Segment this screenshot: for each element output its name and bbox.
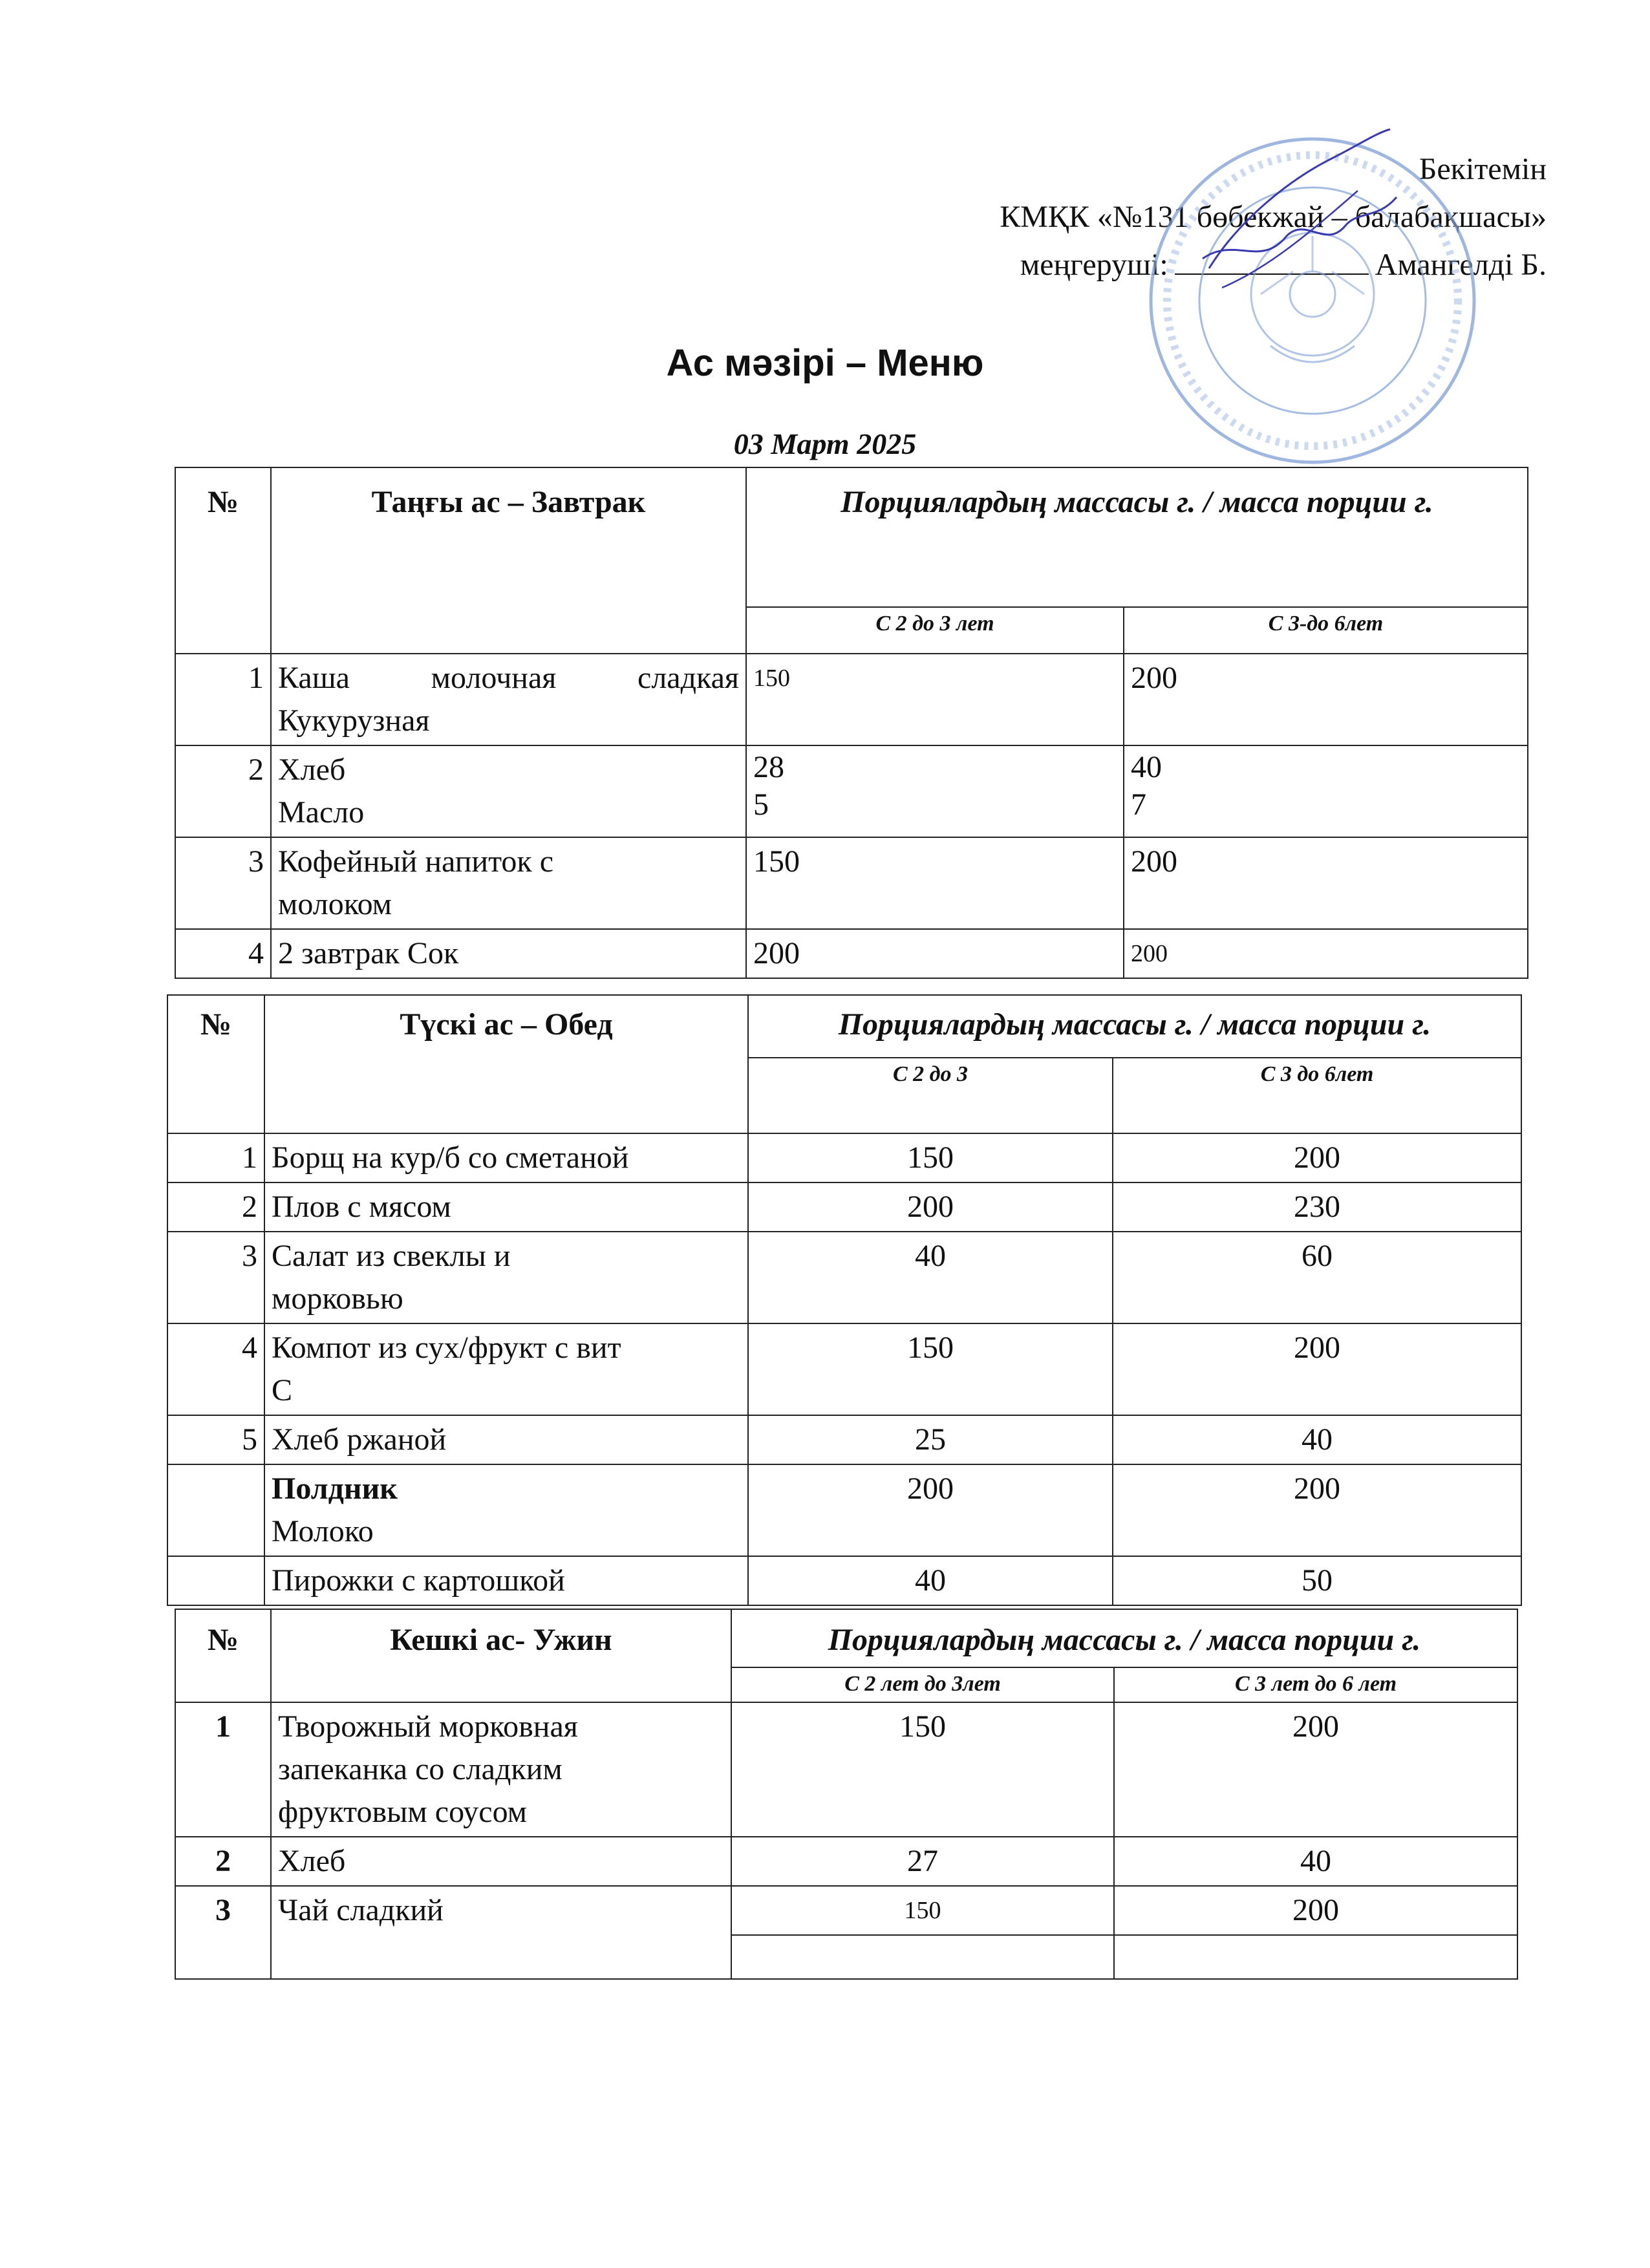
table-row: [167, 1556, 1521, 1605]
dish-name-line: запеканка со сладким: [278, 1752, 562, 1786]
dish-name: [271, 654, 746, 745]
dish-name-line: Масло: [278, 795, 365, 829]
dish-name-line: фруктовым соусом: [278, 1795, 528, 1829]
table-row: [167, 1182, 1521, 1232]
lunch-table: [167, 994, 1522, 1606]
dish-name: [264, 1232, 748, 1323]
portion-age-2: 200: [1114, 1702, 1517, 1837]
portion-age-1: 150: [746, 654, 1124, 745]
dish-name-line: молоком: [278, 887, 392, 921]
portion-age-2: 200: [1124, 929, 1528, 978]
portion-age-2: 50: [1113, 1556, 1521, 1605]
dish-name-line: Компот из сух/фрукт с вит: [272, 1331, 621, 1365]
row-number: [167, 1556, 264, 1605]
table-row: [167, 1133, 1521, 1182]
portion-age-1: 200: [746, 929, 1124, 978]
portion-value: 40: [1131, 750, 1162, 784]
dish-name: Чай сладкий: [271, 1886, 731, 1979]
empty-cell: [731, 1935, 1114, 1979]
table-row: [167, 1415, 1521, 1464]
dish-name-line: Салат из свеклы и: [272, 1239, 511, 1273]
table-row: [175, 654, 1528, 745]
table-row: [167, 1232, 1521, 1323]
table-row: [175, 1886, 1517, 1935]
portion-value: 5: [753, 787, 769, 822]
table-row: [175, 1837, 1517, 1886]
row-number: 2: [167, 1182, 264, 1232]
table-row: [167, 1464, 1521, 1556]
portion-age-2: 200: [1114, 1886, 1517, 1935]
dish-name: Борщ на кур/б со сметаной: [264, 1133, 748, 1182]
portion-age-2: 230: [1113, 1182, 1521, 1232]
portion-age-1: 150: [746, 837, 1124, 929]
row-number: 4: [175, 929, 271, 978]
table-row: [175, 837, 1528, 929]
column-subheader-age-1: С 2 до 3 лет: [746, 607, 1124, 654]
column-header-portion: Порциялардың массасы г. / масса порции г.: [748, 995, 1521, 1058]
portion-age-1: 40: [748, 1556, 1113, 1605]
table-row: [175, 745, 1528, 837]
dish-name-line: морковью: [272, 1281, 403, 1316]
row-number: 1: [175, 654, 271, 745]
dish-name: Хлеб: [271, 1837, 731, 1886]
portion-age-1: 200: [748, 1464, 1113, 1556]
portion-age-1: 200: [748, 1182, 1113, 1232]
portion-age-2: 60: [1113, 1232, 1521, 1323]
dish-name: Пирожки с картошкой: [264, 1556, 748, 1605]
row-number: 3: [175, 837, 271, 929]
dish-name-line: Хлеб: [278, 753, 346, 787]
page-title: Ас мәзірі – Меню: [666, 342, 984, 384]
column-header-number: №: [167, 995, 264, 1133]
portion-value: 7: [1131, 787, 1146, 822]
portion-age-2: 200: [1113, 1464, 1521, 1556]
row-number: 3: [175, 1886, 271, 1979]
dinner-table: [175, 1609, 1518, 1980]
portion-value: 28: [753, 750, 784, 784]
approval-line-1: Бекітемін: [1419, 152, 1547, 186]
column-header-portion: Порциялардың массасы г. / масса порции г.: [746, 467, 1528, 607]
portion-age-2: 200: [1124, 837, 1528, 929]
empty-cell: [1114, 1935, 1517, 1979]
dish-name: 2 завтрак Сок: [271, 929, 746, 978]
column-header-portion: Порциялардың массасы г. / масса порции г.: [731, 1609, 1517, 1667]
column-subheader-age-2: С 3-до 6лет: [1124, 607, 1528, 654]
portion-age-1: 150: [731, 1886, 1114, 1935]
row-number: [167, 1464, 264, 1556]
portion-age-2: 200: [1113, 1323, 1521, 1415]
approval-role: меңгеруші:: [1020, 248, 1168, 282]
table-header-row: [167, 995, 1521, 1058]
portion-age-1: 150: [748, 1323, 1113, 1415]
column-header-meal: Кешкі ас- Ужин: [271, 1609, 731, 1702]
row-number: 5: [167, 1415, 264, 1464]
column-header-number: №: [175, 1609, 271, 1702]
column-subheader-age-1: С 2 до 3: [748, 1058, 1113, 1133]
dish-name-line: Каша молочная сладкая: [278, 661, 739, 695]
row-number: 1: [175, 1702, 271, 1837]
table-row: [175, 1702, 1517, 1837]
snack-heading: Полдник: [272, 1471, 398, 1506]
row-number: 4: [167, 1323, 264, 1415]
dish-name: [264, 1464, 748, 1556]
dish-name-line: Творожный морковная: [278, 1709, 578, 1744]
table-header-row: [175, 1609, 1517, 1667]
dish-name: [271, 745, 746, 837]
portion-age-1: 150: [731, 1702, 1114, 1837]
menu-date: 03 Март 2025: [733, 427, 917, 460]
table-row: [167, 1323, 1521, 1415]
column-header-meal: Таңғы ас – Завтрак: [271, 467, 746, 654]
dish-name: Плов с мясом: [264, 1182, 748, 1232]
column-header-number: №: [175, 467, 271, 654]
dish-name-line: Кукурузная: [278, 703, 430, 738]
portion-age-2: 40: [1114, 1837, 1517, 1886]
dish-name-line: С: [272, 1373, 293, 1407]
portion-age-1: [746, 745, 1124, 837]
row-number: 2: [175, 1837, 271, 1886]
row-number: 2: [175, 745, 271, 837]
dish-name: [271, 1702, 731, 1837]
portion-age-2: 200: [1124, 654, 1528, 745]
column-subheader-age-2: С 3 до 6лет: [1113, 1058, 1521, 1133]
approval-line-2: КМҚК «№131 бөбекжай – балабақшасы»: [1000, 200, 1547, 234]
dish-name: Хлеб ржаной: [264, 1415, 748, 1464]
breakfast-table: [175, 467, 1528, 979]
portion-age-1: 25: [748, 1415, 1113, 1464]
signature: [1164, 120, 1448, 314]
portion-age-1: 40: [748, 1232, 1113, 1323]
row-number: 1: [167, 1133, 264, 1182]
column-header-meal: Түскі ас – Обед: [264, 995, 748, 1133]
portion-age-2: 200: [1113, 1133, 1521, 1182]
approval-name: Амангелді Б.: [1375, 248, 1547, 282]
dish-name: [264, 1323, 748, 1415]
column-subheader-age-1: С 2 лет до 3лет: [731, 1667, 1114, 1702]
dish-name: [271, 837, 746, 929]
table-row: [175, 929, 1528, 978]
portion-age-1: 27: [731, 1837, 1114, 1886]
portion-age-1: 150: [748, 1133, 1113, 1182]
portion-age-2: [1124, 745, 1528, 837]
dish-name-line: Кофейный напиток с: [278, 844, 554, 879]
row-number: 3: [167, 1232, 264, 1323]
table-header-row: [175, 467, 1528, 607]
portion-age-2: 40: [1113, 1415, 1521, 1464]
dish-name-line: Молоко: [272, 1514, 374, 1548]
column-subheader-age-2: С 3 лет до 6 лет: [1114, 1667, 1517, 1702]
